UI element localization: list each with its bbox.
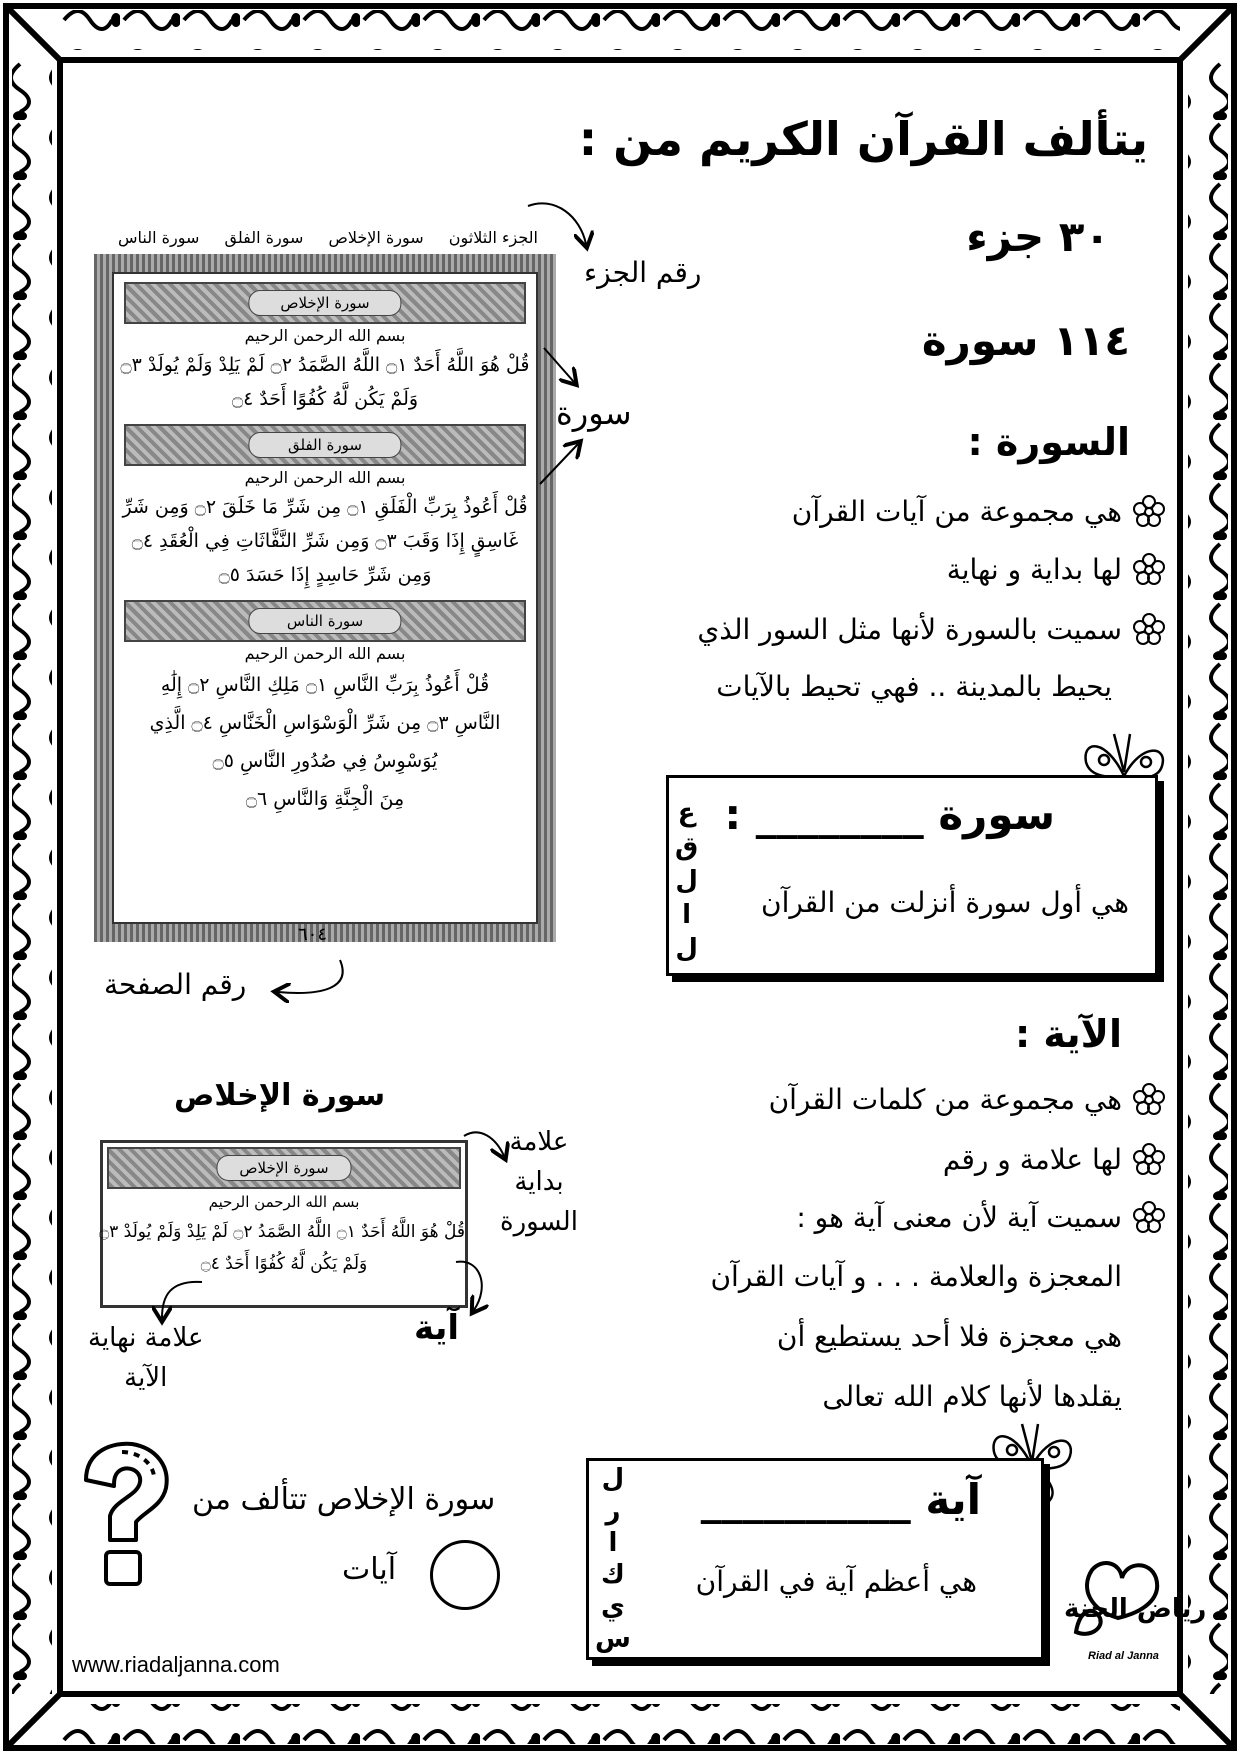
- surah-bullet-1: [792, 494, 1166, 528]
- juz-count: ٣٠ جزء: [966, 212, 1110, 261]
- verse-line: النَّاسِ ۝٣ مِن شَرِّ الْوَسْوَاسِ الْخَنَّاسِ ۝٤ الَّذِي: [149, 712, 501, 734]
- surah-banner-title: سورة الناس: [248, 608, 401, 634]
- surah-banner-title: سورة الإخلاص: [248, 290, 401, 316]
- end-mark-label-line: الآية: [124, 1363, 168, 1393]
- verse-line: يُوَسْوِسُ فِي صُدُورِ النَّاسِ ۝٥: [212, 750, 438, 772]
- basmala: بسم الله الرحمن الرحيم: [244, 468, 406, 487]
- quiz-1-heading: سورة ________ :: [724, 790, 1055, 839]
- verse-line: وَمِن شَرِّ حَاسِدٍ إِذَا حَسَدَ ۝٥: [218, 564, 432, 586]
- ayah-bullet-1: [769, 1082, 1166, 1116]
- ikhlas-diagram-title: سورة الإخلاص: [174, 1078, 386, 1113]
- ayah-bullet-2: [943, 1142, 1166, 1176]
- end-mark-label-line: علامة نهاية: [88, 1323, 204, 1353]
- surah-banner-title: سورة الإخلاص: [217, 1155, 352, 1181]
- surah-bullet-2: [947, 552, 1166, 586]
- letter: س: [595, 1624, 631, 1654]
- flower-icon: [1132, 1142, 1166, 1176]
- page-number: ٦٠٤: [298, 924, 328, 945]
- quiz-box-first-surah: [666, 775, 1158, 976]
- logo-subtext: Riad al Janna: [1088, 1650, 1159, 1662]
- ayah-bullet-3: [796, 1200, 1166, 1234]
- verse-line: قُلْ هُوَ اللَّهُ أَحَدٌ ۝١ اللَّهُ الصَّمَدُ ۝٢ لَمْ يَلِدْ وَلَمْ يُولَدْ ۝٣: [120, 354, 530, 376]
- verse-line: قُلْ هُوَ اللَّهُ أَحَدٌ ۝١ اللَّهُ الصَّمَدُ ۝٢ لَمْ يَلِدْ وَلَمْ يُولَدْ ۝٣: [99, 1222, 465, 1242]
- quiz-box-greatest-ayah: [586, 1458, 1044, 1660]
- surah-bullet-text: هي مجموعة من آيات القرآن: [791, 494, 1122, 528]
- riad-aljanna-logo: [1060, 1548, 1207, 1670]
- letter: ل: [601, 1464, 625, 1494]
- header-label-ikhlas: سورة الإخلاص: [328, 228, 424, 247]
- letter: ع: [677, 798, 696, 828]
- ayah-continuation-3: يقلدها لأنها كلام الله تعالى: [822, 1380, 1122, 1413]
- verse-line: وَلَمْ يَكُن لَّهُ كُفُوًا أَحَدٌ ۝٤: [200, 1254, 368, 1274]
- header-label-nas: سورة الناس: [118, 228, 200, 247]
- verse-line: قُلْ أَعُوذُ بِرَبِّ الْفَلَقِ ۝١ مِن شَرِّ مَا خَلَقَ ۝٢ وَمِن شَرِّ: [122, 496, 528, 518]
- surah-count: ١١٤ سورة: [921, 316, 1130, 365]
- flower-icon: [1132, 1082, 1166, 1116]
- verse-line: غَاسِقٍ إِذَا وَقَبَ ۝٣ وَمِن شَرِّ النَّفَّاثَاتِ فِي الْعُقَدِ ۝٤: [131, 530, 519, 552]
- surah-bullet-text: سميت بالسورة لأنها مثل السور الذي: [697, 612, 1122, 646]
- question-line-2: آيات: [342, 1552, 397, 1587]
- answer-circle[interactable]: [430, 1540, 500, 1610]
- ayah-bullet-text: لها علامة و رقم: [942, 1142, 1122, 1176]
- surah-heading: السورة :: [967, 420, 1130, 464]
- ayah-bullet-text: سميت آية لأن معنى آية هو :: [796, 1200, 1122, 1234]
- annotation-arrows: [260, 196, 600, 1016]
- surah-bullet-text: لها بداية و نهاية: [946, 552, 1122, 586]
- verse-line: وَلَمْ يَكُن لَّهُ كُفُوًا أَحَدٌ ۝٤: [231, 388, 419, 410]
- flower-icon: [1132, 552, 1166, 586]
- diagram-arrows: [140, 1120, 520, 1330]
- header-label-juz: الجزء الثلاثون: [448, 228, 538, 247]
- start-mark-label-line: علامة: [509, 1127, 569, 1157]
- letter: ا: [682, 900, 692, 930]
- letter: ل: [675, 934, 698, 964]
- letter: ق: [675, 832, 699, 862]
- letter: ي: [601, 1592, 625, 1622]
- ayah-bullet-text: هي مجموعة من كلمات القرآن: [768, 1082, 1122, 1116]
- start-mark-label-line: بداية: [514, 1167, 564, 1197]
- surah-bullet-3: [697, 612, 1166, 646]
- surah-banner-title: سورة الفلق: [248, 432, 401, 458]
- juz-number-label: رقم الجزء: [584, 256, 702, 289]
- flower-icon: [1132, 1200, 1166, 1234]
- surah-bullet-continuation: يحيط بالمدينة .. فهي تحيط بالآيات: [716, 670, 1112, 703]
- letter: ر: [605, 1496, 621, 1526]
- end-mark-label: [88, 1318, 203, 1398]
- quiz-1-text: هي أول سورة أنزلت من القرآن: [761, 886, 1129, 919]
- logo-text: رياض الجنة: [1064, 1594, 1207, 1624]
- quiz-2-text: هي أعظم آية في القرآن: [695, 1565, 977, 1598]
- flower-icon: [1132, 494, 1166, 528]
- flower-icon: [1132, 612, 1166, 646]
- ayah-continuation-2: هي معجزة فلا أحد يستطيع أن: [776, 1320, 1122, 1353]
- letter: ك: [601, 1560, 625, 1590]
- quiz-1-letters: [675, 796, 698, 966]
- basmala: بسم الله الرحمن الرحيم: [244, 326, 406, 345]
- basmala: بسم الله الرحمن الرحيم: [244, 644, 406, 663]
- start-mark-label-line: السورة: [500, 1207, 578, 1237]
- page-number-label: رقم الصفحة: [104, 968, 247, 1001]
- quiz-2-heading: آية __________: [700, 1475, 981, 1524]
- ayah-heading: الآية :: [1014, 1012, 1122, 1056]
- surah-label: سورة: [556, 394, 632, 432]
- header-label-falaq: سورة الفلق: [224, 228, 304, 247]
- website-url[interactable]: www.riadaljanna.com: [72, 1652, 280, 1677]
- basmala: بسم الله الرحمن الرحيم: [208, 1193, 360, 1211]
- question-mark-icon: [74, 1440, 174, 1590]
- verse-line: مِنَ الْجِنَّةِ وَالنَّاسِ ۝٦: [245, 788, 405, 810]
- ayah-continuation-1: المعجزة والعلامة . . . و آيات القرآن: [710, 1260, 1122, 1293]
- verse-line: قُلْ أَعُوذُ بِرَبِّ النَّاسِ ۝١ مَلِكِ النَّاسِ ۝٢ إِلَٰهِ: [160, 674, 490, 696]
- quiz-2-letters: [595, 1463, 631, 1655]
- ayah-label: آية: [414, 1308, 460, 1348]
- letter: ل: [675, 866, 698, 896]
- letter: ا: [608, 1528, 618, 1558]
- question-line-1: سورة الإخلاص تتألف من: [192, 1482, 496, 1517]
- page-title: يتألف القرآن الكريم من :: [578, 112, 1148, 166]
